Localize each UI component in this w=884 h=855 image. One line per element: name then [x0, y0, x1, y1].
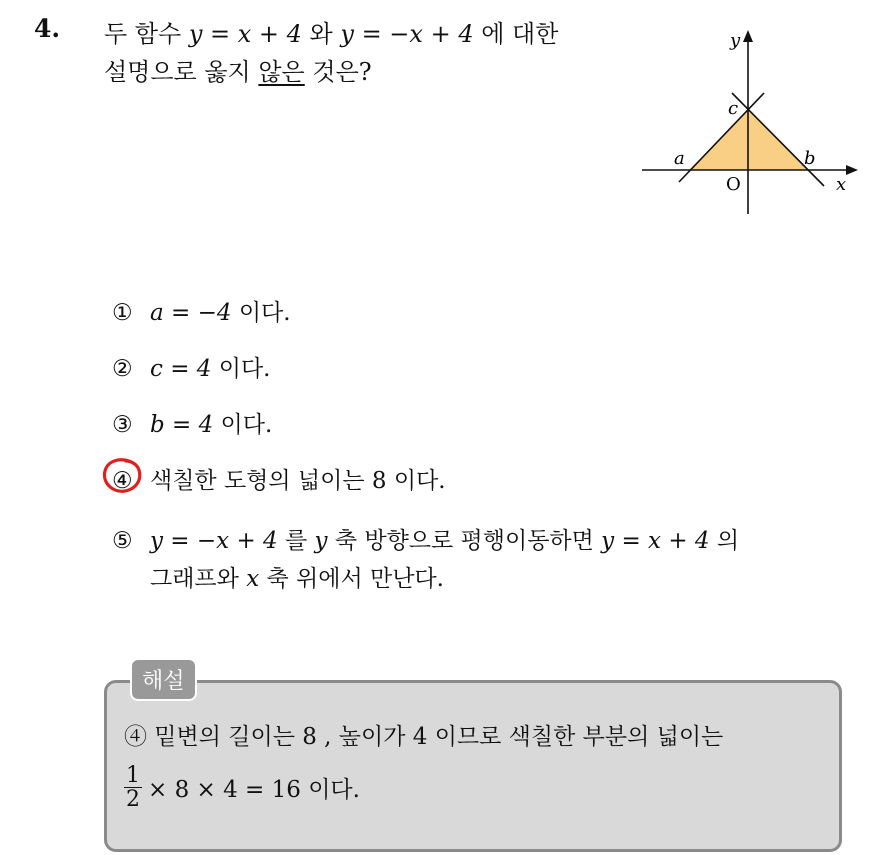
x-axis-label: x	[836, 174, 847, 195]
question-text-line-1	[104, 14, 558, 49]
choice-text: 색칠한 도형의 넓이는 8 이다.	[150, 468, 446, 494]
question-text: 것은?	[304, 58, 372, 86]
choice-text: 축 방향으로 평행이동하면	[327, 528, 602, 554]
solution-expression: × 8 × 4 = 16 이다.	[148, 777, 360, 804]
choice-math: y = x + 4	[601, 528, 710, 554]
point-c-label: c	[728, 98, 739, 119]
answer-circle-mark	[100, 456, 146, 496]
question-text-line-2	[104, 52, 372, 87]
choice-math: y = −x + 4	[150, 528, 278, 554]
question-text: 두 함수	[104, 20, 189, 48]
fraction-numerator: 1	[126, 763, 140, 788]
y-axis-label: y	[730, 30, 741, 51]
choice-text: 그래프와	[150, 566, 247, 592]
fraction-denominator: 2	[126, 787, 140, 813]
question-text: 설명으로 옳지	[104, 58, 259, 86]
choice-marker: ⑤	[112, 528, 133, 554]
choice-math: b = 4	[150, 412, 214, 438]
x-axis-arrow	[846, 165, 858, 175]
choice-math: y	[314, 528, 328, 554]
function-graph	[636, 20, 866, 220]
choice-marker: ③	[112, 412, 133, 438]
choice-text: 이다.	[231, 300, 291, 326]
choice-text: 의	[709, 528, 740, 554]
choice-marker: ②	[112, 356, 133, 382]
choice-marker: ④	[112, 468, 133, 494]
solution-line-1: ④ 밑변의 길이는 8 , 높이가 4 이므로 색칠한 부분의 넓이는	[124, 724, 724, 750]
choice-math: x	[246, 566, 260, 592]
choice-1[interactable]	[112, 294, 291, 327]
point-a-label: a	[674, 148, 685, 169]
equation-1: y = x + 4	[188, 20, 302, 48]
point-b-label: b	[804, 148, 816, 169]
question-text: 와	[301, 20, 341, 48]
solution-line-2	[124, 764, 360, 811]
choice-5-line-2	[150, 560, 444, 593]
underlined-word: 않은	[258, 58, 305, 86]
fraction	[124, 764, 142, 811]
solution-tab-label: 해설	[130, 658, 197, 701]
choice-3[interactable]	[112, 406, 272, 439]
origin-label: O	[726, 174, 741, 195]
choice-5[interactable]	[112, 522, 739, 555]
choice-text: 이다.	[213, 412, 273, 438]
choice-text: 를	[277, 528, 315, 554]
question-text: 에 대한	[473, 20, 559, 48]
choice-math: c = 4	[150, 356, 212, 382]
equation-2: y = −x + 4	[340, 20, 474, 48]
choice-2[interactable]	[112, 350, 270, 383]
choice-4[interactable]	[112, 462, 446, 495]
y-axis-arrow	[743, 30, 753, 42]
choice-marker: ①	[112, 300, 133, 326]
question-number: 4.	[34, 14, 61, 43]
choice-text: 축 위에서 만난다.	[259, 566, 444, 592]
choice-math: a = −4	[150, 300, 232, 326]
choice-text: 이다.	[211, 356, 271, 382]
